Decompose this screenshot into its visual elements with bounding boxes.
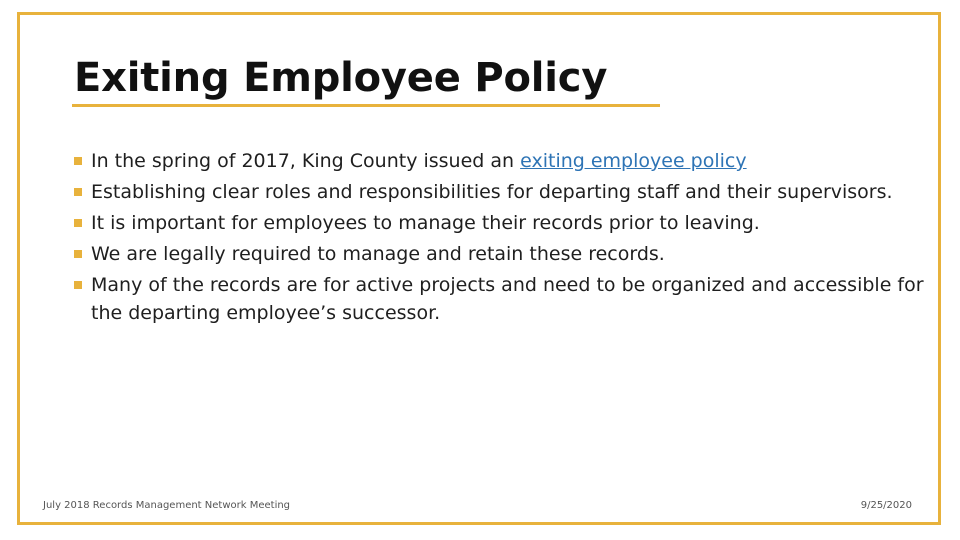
square-bullet-icon [74,188,82,196]
title-underline [72,104,660,107]
square-bullet-icon [74,250,82,258]
bullet-item [74,209,924,237]
square-bullet-icon [74,157,82,165]
bullet-text: Many of the records are for active projects and need to be organized and accessible for the departing employee’s successor. [91,274,924,324]
bullet-text: Establishing clear roles and responsibilities for departing staff and their supervisors. [91,181,893,203]
bullet-item [74,178,924,206]
slide-title: Exiting Employee Policy [74,55,608,101]
footer-date: 9/25/2020 [860,500,912,511]
bullet-text: It is important for employees to manage their records prior to leaving. [91,212,760,234]
bullet-item [74,240,924,268]
square-bullet-icon [74,219,82,227]
bullet-text: In the spring of 2017, King County issued an [91,150,521,172]
bullet-text: We are legally required to manage and retain these records. [91,243,665,265]
footer-meeting-name: July 2018 Records Management Network Meeting [43,500,291,511]
policy-link[interactable]: exiting employee policy [520,150,747,172]
bullet-list [74,147,924,330]
bullet-item [74,271,924,327]
square-bullet-icon [74,281,82,289]
bullet-item [74,147,924,175]
